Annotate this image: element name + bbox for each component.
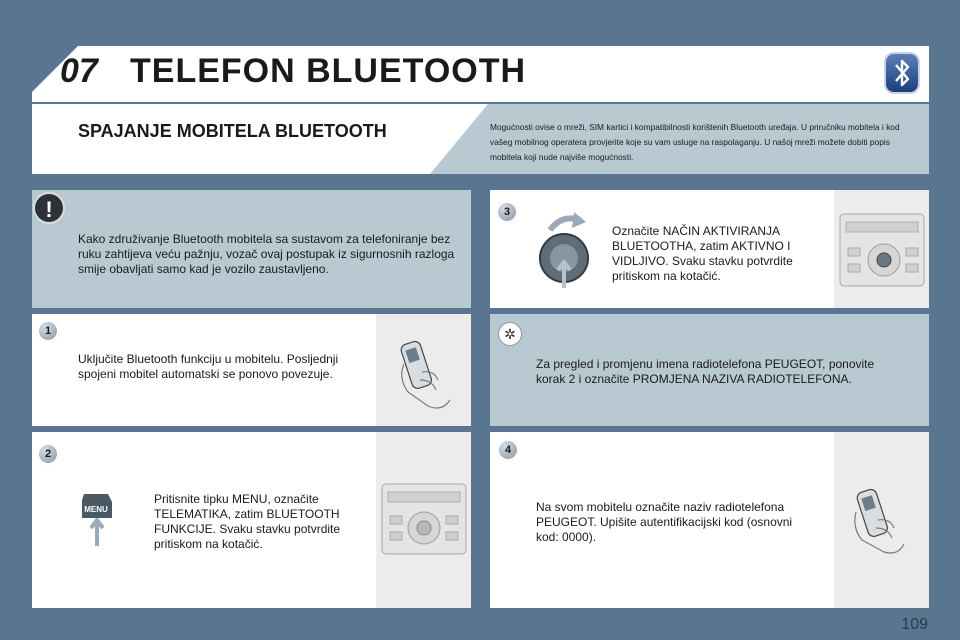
radio-panel-icon [376, 432, 471, 608]
page-number: 109 [901, 616, 928, 633]
tip-text: Za pregled i promjenu imena radiotelefona PEUGEOT, ponovite korak 2 i označite PROMJENA NAZIVA RADIOTELEFONA. [536, 357, 875, 386]
warning-icon: ! [33, 192, 65, 224]
step-3-image [834, 190, 929, 308]
bluetooth-icon [884, 52, 920, 94]
page-title: TELEFON BLUETOOTH [130, 52, 527, 90]
step-2-badge: 2 [37, 443, 59, 465]
step-4-badge: 4 [497, 439, 519, 461]
radio-panel-icon [834, 190, 929, 308]
step-3-text: Označite NAČIN AKTIVIRANJA BLUETOOTHA, zatim AKTIVNO I VIDLJIVO. Svaku stavku potvrdite pritiskom na kotačić. [612, 224, 793, 283]
chapter-number: 07 [60, 52, 98, 90]
step-2-text: Pritisnite tipku MENU, označite TELEMATIKA, zatim BLUETOOTH FUNKCIJE. Svaku stavku potvrdite pritiskom na kotačić. [154, 492, 341, 551]
phone-hand-icon [376, 314, 471, 426]
step-1-image [376, 314, 471, 426]
step-4-text: Na svom mobitelu označite naziv radiotelefona PEUGEOT. Upišite autentifikacijski kod (osnovni kod: 0000). [536, 500, 793, 544]
step-1-text: Uključite Bluetooth funkciju u mobitelu. Posljednji spojeni mobitel automatski se ponovo povezuje. [78, 352, 339, 381]
intro-text: Mogućnosti ovise o mreži, SIM kartici i kompatibilnosti korištenih Bluetooth uređaja. U priručniku mobitela i kod vašeg mobilnog operatera provjerite koje su vam usluge na raspolaganju. U našoj mreži možete dobiti popis mobitela koji nude najviše mogućnosti. [490, 122, 900, 162]
rotary-knob-icon [528, 208, 604, 290]
step-4-image [834, 432, 929, 608]
warning-text: Kako združivanje Bluetooth mobitela sa sustavom za telefoniranje bez ruku zahtijeva veću pažnju, vozač ovaj postupak iz sigurnosnih razloga smije obavljati samo kad je vozilo zaustavljeno. [78, 232, 455, 276]
step-1-badge: 1 [37, 320, 59, 342]
lightbulb-icon: ✲ [498, 322, 522, 346]
menu-button-label: MENU [84, 505, 108, 514]
step-3-badge: 3 [496, 201, 518, 223]
section-title: SPAJANJE MOBITELA BLUETOOTH [78, 121, 387, 141]
menu-button-icon [80, 488, 114, 548]
step-2-image [376, 432, 471, 608]
phone-hand-icon [834, 432, 929, 608]
